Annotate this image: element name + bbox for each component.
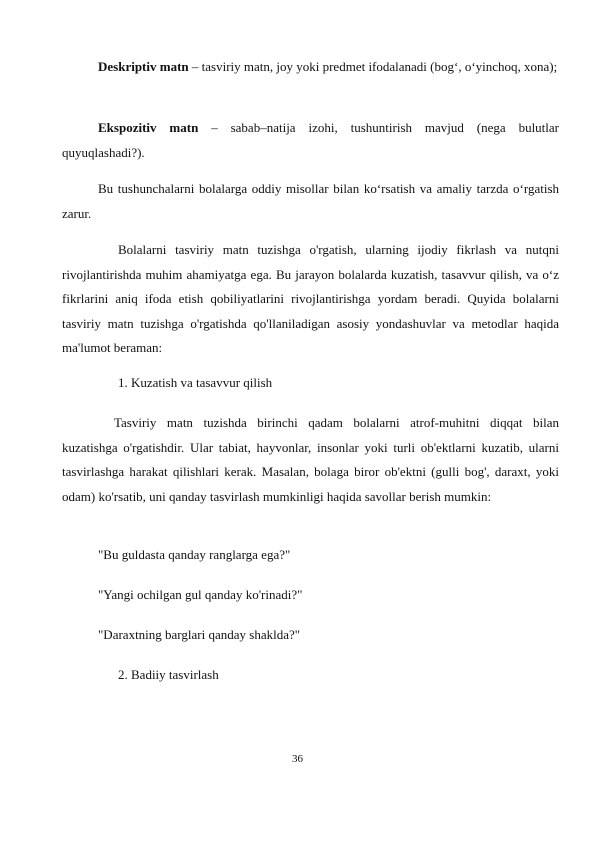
expository-text-term: Ekspozitiv matn bbox=[98, 120, 199, 135]
question-item: "Bu guldasta qanday ranglarga ega?" bbox=[98, 547, 291, 562]
descriptive-text-definition bbox=[62, 55, 559, 80]
page-number: 36 bbox=[292, 753, 303, 765]
heading-artistic-description: 2. Badiiy tasvirlash bbox=[118, 667, 219, 682]
observation-paragraph: Tasviriy matn tuzishda birinchi qadam bolalarni atrof-muhitni diqqat bilan kuzatishga o'rgatishdir. Ular tabiat, hayvonlar, insonlar yoki turli ob'ektlarni kuzatib, ularni tasvirlashga harakat qilishlari kerak. Masalan, bolaga biror ob'ektni (gulli bog', daraxt, yoki odam) ko'rsatib, uni qanday tasvirlash mumkinligi haqida savollar berish mumkin: bbox=[62, 415, 559, 504]
question-item: "Daraxtning barglari qanday shaklda?" bbox=[98, 627, 301, 642]
practice-paragraph: Bu tushunchalarni bolalarga oddiy misollar bilan ko‘rsatish va amaliy tarzda o‘rgatish zarur. bbox=[62, 181, 559, 221]
question-item: "Yangi ochilgan gul qanday ko'rinadi?" bbox=[98, 587, 303, 602]
intro-paragraph: Bolalarni tasviriy matn tuzishga o'rgatish, ularning ijodiy fikrlash va nutqni rivojlantirishda muhim ahamiyatga ega. Bu jarayon bolalarda kuzatish, tasavvur qilish, va o‘z fikrlarini aniq ifoda etish qobiliyatlarini rivojlantirishga yordam beradi. Quyida bolalarni tasviriy matn tuzishga o'rgatishda qo'llaniladigan asosiy yondashuvlar va metodlar haqida ma'lumot beraman: bbox=[62, 242, 559, 355]
descriptive-text-term: Deskriptiv matn bbox=[98, 59, 189, 74]
heading-observation: 1. Kuzatish va tasavvur qilish bbox=[118, 375, 273, 390]
descriptive-text-explanation: – tasviriy matn, joy yoki predmet ifodalanadi (bog‘, o‘yinchoq, xona); bbox=[188, 59, 558, 74]
expository-text-explanation: – sabab–natija izohi, tushuntirish mavjud (nega bulutlar quyuqlashadi?). bbox=[62, 120, 559, 160]
expository-text-definition bbox=[62, 116, 559, 165]
